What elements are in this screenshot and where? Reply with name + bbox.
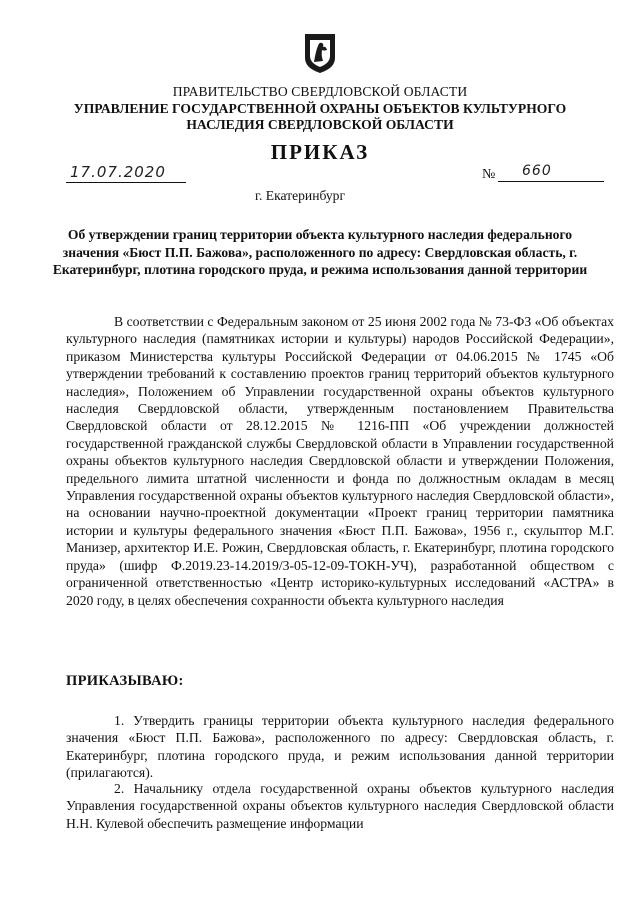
department-name: УПРАВЛЕНИЕ ГОСУДАРСТВЕННОЙ ОХРАНЫ ОБЪЕКТОВ КУЛЬТУРНОГО НАСЛЕДИЯ СВЕРДЛОВСКОЙ ОБЛАСТИ [73,101,567,132]
order-keyword: ПРИКАЗЫВАЮ: [66,673,184,689]
number-underline [498,181,604,182]
order-title: Об утверждении границ территории объекта культурного наследия федерального значения «Бюст П.П. Бажова», расположенного по адресу: Свердловская область, г. Екатеринбург, плотина городского пруда, и режима использования данной территории [52,227,588,277]
handwritten-date: 17.07.2020 [70,163,166,181]
document-type-title: ПРИКАЗ [270,140,370,164]
coat-of-arms-icon [303,32,337,74]
order-item-1: 1. Утвердить границы территории объекта культурного наследия федерального значения «Бюст П.П. Бажова», расположенного по адресу: Свердловская область, г. Екатеринбург, плотина городского пруда, и режим использования данной территории (прилагаются). [66,713,614,781]
preamble-paragraph: В соответствии с Федеральным законом от 25 июня 2002 года № 73-ФЗ «Об объектах культурного наследия (памятниках истории и культуры) народов Российской Федерации», приказом Министерства культуры Российской Федерации от 04.06.2015 № 1745 «Об утверждении требований к составлению проектов границ территорий объектов культурного наследия», Положением об Управлении государственной охраны объектов культурного наследия Свердловской области, утвержденным постановлением Правительства Свердловской области от 28.12.2015 № 1216-ПП «Об учреждении должностей государственной гражданской службы Свердловской области в Управлении государственной охраны объектов культурного наследия Свердловской области и утверждении Положения, предельного лимита штатной численности и фонда по должностным окладам в месяц Управления государственной охраны объектов культурного наследия Свердловской области», на основании научно-проектной документации «Проект границ территории памятника истории и культуры федерального значения «Бюст П.П. Бажова», 1956 г., скульптор М.Г. Манизер, архитектор И.Е. Рожин, Свердловская область, г. Екатеринбург, плотина городского пруда» (шифр Ф.2019.23-14.2019/3-05-12-09-ТОКН-УЧ), разработанной обществом с ограниченной ответственностью «Центр историко-культурных исследований «АСТРА» в 2020 году, в целях обеспечения сохранности объекта культурного наследия [66,314,614,608]
date-underline [66,182,186,183]
order-item-2: 2. Начальнику отдела государственной охраны объектов культурного наследия Управления государственной охраны объектов культурного наследия Свердловской области Н.Н. Кулевой обеспечить размещение информации [66,781,614,831]
government-name: ПРАВИТЕЛЬСТВО СВЕРДЛОВСКОЙ ОБЛАСТИ [172,84,468,99]
handwritten-number: 660 [522,163,552,179]
date-field [66,163,186,185]
city-line: г. Екатеринбург [254,188,346,203]
number-sign: № [482,167,496,182]
number-field [482,163,606,185]
